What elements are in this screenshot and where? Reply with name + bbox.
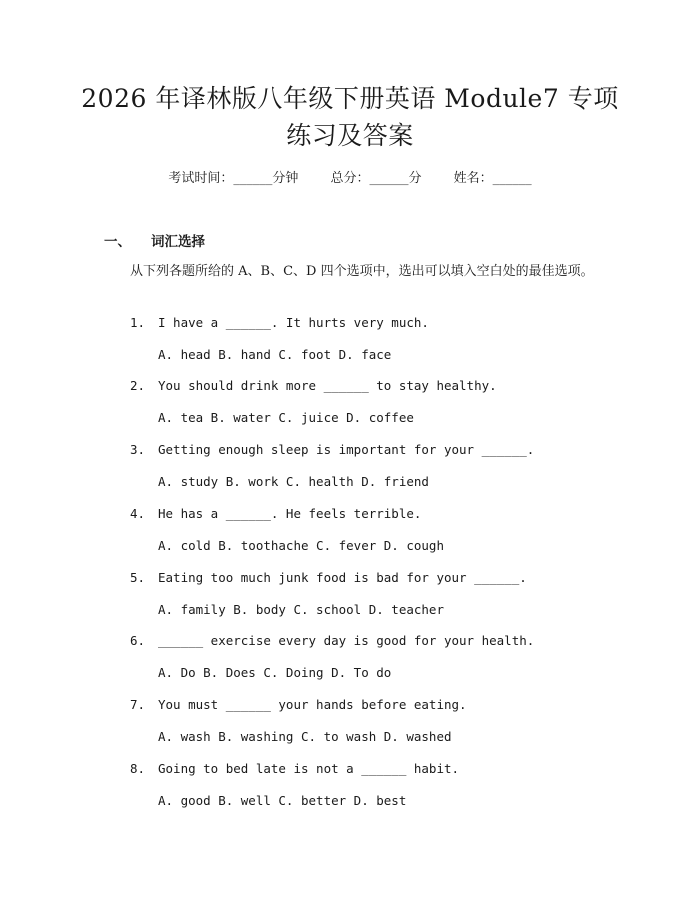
question-4: [130, 506, 421, 521]
question-4-options: A. cold B. toothache C. fever D. cough: [158, 538, 444, 553]
section-title: 词汇选择: [151, 234, 205, 250]
question-number: 1.: [130, 315, 146, 330]
question-7-options: A. wash B. washing C. to wash D. washed: [158, 729, 452, 744]
section-instruction: 从下列各题所给的 A、B、C、D 四个选项中，选出可以填入空白处的最佳选项。: [130, 264, 594, 279]
exam-time: 考试时间：______分钟: [168, 171, 299, 186]
section-heading: [104, 230, 205, 250]
question-text: Going to bed late is not a ______ habit.: [158, 761, 460, 776]
question-text: ______ exercise every day is good for your health.: [158, 633, 535, 648]
question-8: [130, 761, 459, 776]
question-6: [130, 633, 534, 648]
question-2-options: A. tea B. water C. juice D. coffee: [158, 410, 414, 425]
question-number: 3.: [130, 442, 146, 457]
question-1-options: A. head B. hand C. foot D. face: [158, 347, 392, 362]
question-text: You should drink more ______ to stay healthy.: [158, 378, 497, 393]
question-number: 6.: [130, 633, 146, 648]
exam-meta: [0, 167, 700, 186]
question-5-options: A. family B. body C. school D. teacher: [158, 602, 444, 617]
question-5: [130, 570, 527, 585]
section-number: 一、: [104, 234, 131, 250]
question-number: 8.: [130, 761, 146, 776]
question-3-options: A. study B. work C. health D. friend: [158, 474, 429, 489]
question-number: 5.: [130, 570, 146, 585]
question-text: You must ______ your hands before eating.: [158, 697, 467, 712]
question-6-options: A. Do B. Does C. Doing D. To do: [158, 665, 392, 680]
question-8-options: A. good B. well C. better D. best: [158, 793, 407, 808]
question-2: [130, 378, 497, 393]
question-text: Eating too much junk food is bad for your ______.: [158, 570, 527, 585]
page-title-line-1: 2026 年译林版八年级下册英语 Module7 专项: [81, 84, 619, 113]
question-number: 4.: [130, 506, 146, 521]
page-title-line-2: 练习及答案: [286, 121, 414, 150]
exam-name: 姓名：______: [453, 171, 532, 186]
exam-score: 总分：______分: [330, 171, 422, 186]
question-text: Getting enough sleep is important for your ______.: [158, 442, 535, 457]
question-3: [130, 442, 534, 457]
question-7: [130, 697, 467, 712]
question-text: He has a ______. He feels terrible.: [158, 506, 422, 521]
question-number: 2.: [130, 378, 146, 393]
question-number: 7.: [130, 697, 146, 712]
question-1: [130, 315, 429, 330]
question-text: I have a ______. It hurts very much.: [158, 315, 429, 330]
